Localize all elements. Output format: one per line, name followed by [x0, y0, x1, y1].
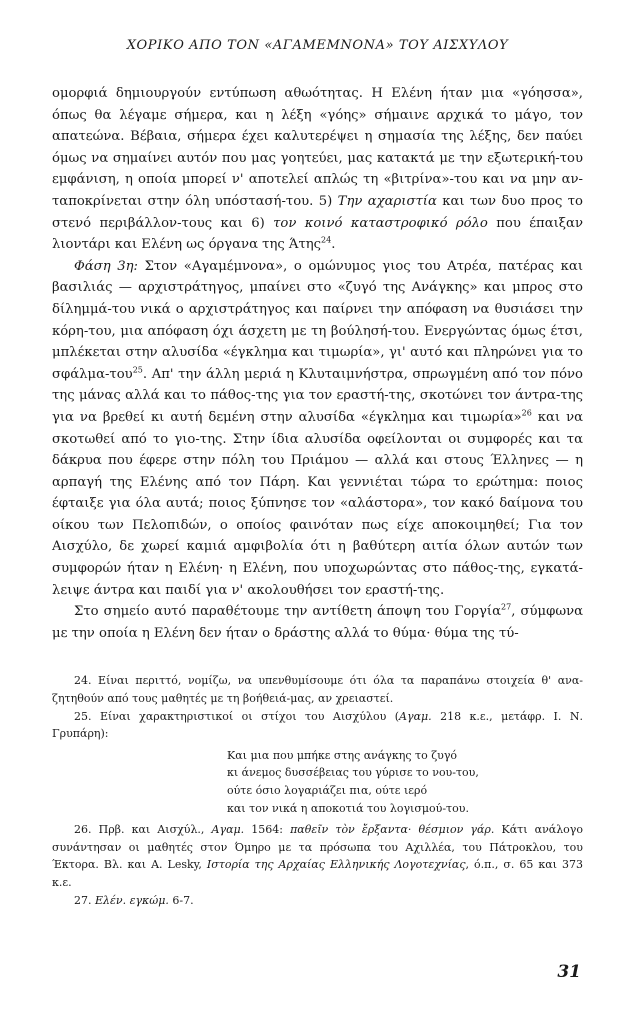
italic-ref: Αγαμ.: [399, 709, 432, 723]
verse-line: κι άνεμος δυσσέβειας του γύρισε το νου-του,: [227, 766, 479, 780]
text-span: Κάτι ανάλογο συνάντησαν οι μαθητές στον Όμηρο με τα πρόσωπα του Αχιλλέα, του Πάτροκλου, του Έκτορα. Βλ. και Α. Lesky,: [52, 823, 583, 872]
text-span: , σύμφωνα με την οποία η Ελένη δεν ήταν ο δράστης αλλά το θύμα· θύμα της τύ-: [52, 604, 583, 641]
text-span: 6-7.: [168, 893, 194, 907]
verse-line: και τον νικά η αποκοτιά του λογισμού-του.: [227, 801, 469, 815]
footnote-26: [52, 821, 583, 891]
italic-phrase: τον κοινό καταστροφικό ρόλο: [273, 215, 488, 231]
text-span: 25. Είναι χαρακτηριστικοί οι στίχοι του Αισχύλου (: [74, 709, 400, 723]
paragraph-2: [52, 256, 583, 602]
text-span: , ό.π., σ. 65 και 373 κ.ε.: [52, 858, 583, 889]
italic-ref: Αγαμ.: [211, 823, 245, 837]
text-span: 1564:: [244, 823, 291, 837]
italic-ref: Ελέν. εγκώμ.: [95, 893, 169, 907]
footnotes: [52, 672, 583, 909]
text-span: 26. Πρβ. και Αισχύλ.,: [74, 823, 212, 837]
paragraph-1: [52, 83, 583, 256]
text-span: .: [331, 237, 336, 253]
text-span: Στο σημείο αυτό παραθέτουμε την αντίθετη άποψη του Γοργία: [74, 604, 502, 620]
running-header: ΧΟΡΙΚΟ ΑΠΟ ΤΟΝ «ΑΓΑΜΕΜΝΟΝΑ» ΤΟΥ ΑΙΣΧΥΛΟΥ: [126, 38, 509, 53]
footnote-ref: 27: [501, 602, 512, 612]
italic-phrase: Την αχαριστία: [337, 193, 437, 209]
paragraph-3: [52, 601, 583, 644]
verse-line: ούτε όσιο λογαριάζει πια, ούτε ιερό: [227, 784, 428, 797]
text-span: Στον «Αγαμέμνονα», ο ομώνυμος γιος του Ατρέα, πατέρας και βασιλιάς — αρχιστράτηγος, μπαίνει στο «ζυγό της Ανάγκης» και μπρος στο δίλημμά-του νικά ο αρχιστράτηγος και παίρνει την απόφαση να θυσιάσει την κόρη-του, μια απόφαση όχι άσχετη με τη βούλησή-του. Ενεργώντας όμως έτσι, μπλέκεται στην αλυσίδα «έγκλημα και τιμωρία», γι' αυτό και πληρώνει για το σφάλμα-του: [52, 258, 584, 382]
phase-label: Φάση 3η:: [74, 258, 138, 274]
footnote-ref: 24: [321, 235, 332, 245]
footnote-25: [52, 708, 583, 743]
quoted-verse: [227, 747, 583, 817]
text-span: ομορφιά δημιουργούν εντύπωση αθωότητας. Η Ελένη ήταν μια «γόησσα», όπως θα λέγαμε σήμερα, και η λέξη «γόης» σήμαινε αρχικά το μάγο, τον απατεώνα. Βέβαια, σήμερα έχει καλυτερέψει η σημασία της λέξης, δεν παύει όμως να σημαίνει αυτόν που μας γοητεύει, μας κατακτά με την εξωτερική-του εμφάνιση, η οποία μπορεί ν' αποτελεί απλώς τη «βιτρίνα»-του και να μην ανταποκρίνεται στην όλη υπόστασή-του. 5): [52, 86, 583, 209]
footnote-27: [52, 892, 583, 910]
footnote-ref: 25: [132, 365, 143, 375]
footnote-24: 24. Είναι περιττό, νομίζω, να υπενθυμίσουμε ότι όλα τα παραπάνω στοιχεία θ' αναζητηθούν από τους μαθητές με τη βοήθειά-μας, αν χρειαστεί.: [52, 674, 583, 706]
verse-line: Και μια που μπήκε στης ανάγκης το ζυγό: [227, 748, 458, 762]
italic-quote: παθεῖν τὸν ἔρξαντα· θέσμιον γάρ.: [290, 823, 495, 837]
text-span: 218 κ.ε., μετάφρ. Ι. Ν. Γρυπάρη):: [52, 709, 583, 741]
text-span: . Απ' την άλλη μεριά η Κλυταιμνήστρα, σπρωγμένη από τον πόνο της μάνας αλλά και το πάθος-της για τον εραστή-της, σκοτώνει τον άντρα-της για να βρεθεί κι αυτή δεμένη στην αλυσίδα «έγκλημα και τιμωρία»: [52, 366, 583, 425]
text-span: 27.: [74, 893, 95, 907]
text-span: και να σκοτωθεί από το γιο-της. Στην ίδια αλυσίδα οφείλονται οι συμφορές και τα δάκρυα που έφερε στην πόλη του Πριάμου — αλλά και στους Έλληνες — η αρπαγή της Ελένης από τον Πάρη. Και γεννιέται τώρα το ερώτημα: ποιος έφταιξε για όλα αυτά; ποιος ξύπνησε τον «αλάστορα», τον κακό δαίμονα του οίκου των Πελοπιδών, ο οποίος φαινόταν πως είχε αποκοιμηθεί; Για τον Αισχύλο, δε χωρεί καμιά αμφιβολία ότι η βαθύτερη αιτία όλων αυτών των συμφορών ήταν η Ελένη· η Ελένη, που υποχωρώντας στο πάθος-της, εγκατάλειψε άντρα και παιδί για ν' ακολουθήσει τον εραστή-της.: [52, 409, 584, 598]
main-text: [52, 83, 583, 644]
italic-book-title: Ιστορία της Αρχαίας Ελληνικής Λογοτεχνίας: [206, 858, 466, 872]
footnote-ref: 26: [521, 408, 532, 418]
text-span: και των δυο προς το στενό περιβάλλον-τους και 6): [52, 193, 583, 231]
text-span: που έπαιξαν λιοντάρι και Ελένη ως όργανα της Άτης: [52, 215, 583, 253]
page-number: 31: [557, 962, 581, 982]
